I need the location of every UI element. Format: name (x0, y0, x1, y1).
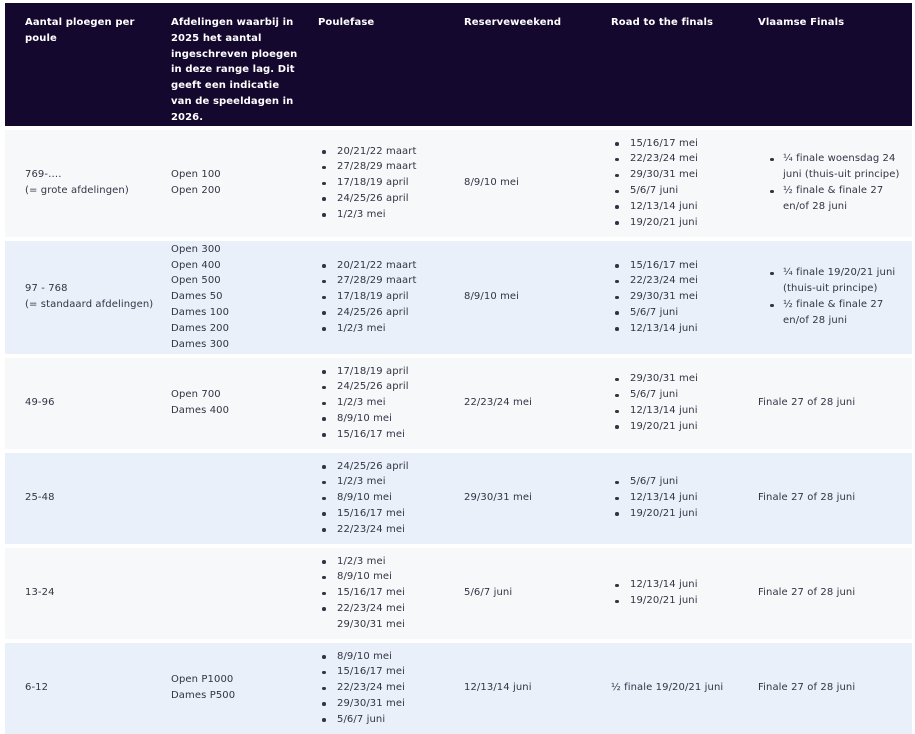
poule-cell (310, 453, 456, 544)
list-item: 5/6/7 juni (611, 387, 742, 403)
list-item: 8/9/10 mei (318, 569, 448, 585)
list-item: 1/2/3 mei (318, 321, 448, 337)
list-item: 8/9/10 mei (318, 490, 448, 506)
road-list (611, 474, 742, 521)
division: Open 700 (171, 389, 221, 401)
list-item: 17/18/19 april (318, 289, 448, 305)
list-item: 24/25/26 april (318, 379, 448, 395)
divisions-cell (163, 241, 310, 354)
range-value: 97 - 768 (25, 283, 68, 295)
list-item: 12/13/14 juni (611, 321, 742, 337)
list-item: 17/18/19 april (318, 364, 448, 380)
list-item: 19/20/21 juni (611, 419, 742, 435)
finals-cell: Finale 27 of 28 juni (750, 358, 912, 449)
poule-list (318, 144, 448, 223)
list-item: 24/25/26 april (318, 305, 448, 321)
poule-list (318, 258, 448, 337)
list-item: 5/6/7 juni (611, 183, 742, 199)
list-item: 5/6/7 juni (611, 474, 742, 490)
range-cell (5, 358, 163, 449)
range-value: 6-12 (25, 682, 49, 694)
list-item: 19/20/21 juni (611, 506, 742, 522)
division: Open 200 (171, 185, 221, 197)
road-list (611, 136, 742, 231)
reserve-cell: 8/9/10 mei (456, 241, 603, 354)
list-item: 24/25/26 april (318, 459, 448, 475)
divisions-cell (163, 548, 310, 639)
list-item: 12/13/14 juni (611, 490, 742, 506)
reserve-cell: 8/9/10 mei (456, 130, 603, 237)
list-item: 12/13/14 juni (611, 199, 742, 215)
division: Open P1000 (171, 674, 234, 686)
table-row (5, 548, 912, 639)
finals-list (758, 265, 904, 328)
road-cell (603, 130, 750, 237)
list-item: 5/6/7 juni (318, 712, 448, 728)
road-list (611, 258, 742, 337)
poule-list (318, 364, 448, 443)
road-cell (603, 241, 750, 354)
division: Open 300 (171, 243, 221, 255)
header-teams-per-poule: Aantal ploegen per poule (5, 3, 163, 126)
list-item: 20/21/22 maart (318, 144, 448, 160)
division: Dames 50 (171, 291, 223, 303)
list-item: 20/21/22 maart (318, 258, 448, 274)
list-item: 29/30/31 mei (318, 696, 448, 712)
range-cell (5, 130, 163, 237)
list-item: 15/16/17 mei (318, 664, 448, 680)
list-item: 29/30/31 mei (611, 167, 742, 183)
reserve-cell: 22/23/24 mei (456, 358, 603, 449)
road-cell: ½ finale 19/20/21 juni (603, 643, 750, 734)
list-item: 5/6/7 juni (611, 305, 742, 321)
divisions-cell (163, 130, 310, 237)
list-item: 19/20/21 juni (611, 593, 742, 609)
finals-cell (750, 241, 912, 354)
reserve-cell: 5/6/7 juni (456, 548, 603, 639)
list-item: 15/16/17 mei (611, 258, 742, 274)
list-item: 12/13/14 juni (611, 403, 742, 419)
list-item: 27/28/29 maart (318, 159, 448, 175)
header-row (5, 3, 912, 126)
list-item: 8/9/10 mei (318, 649, 448, 665)
table-row (5, 241, 912, 354)
road-cell (603, 548, 750, 639)
reserve-cell: 29/30/31 mei (456, 453, 603, 544)
list-item: 1/2/3 mei (318, 207, 448, 223)
list-item: 22/23/24 mei (318, 522, 448, 538)
poule-cell (310, 130, 456, 237)
range-cell (5, 643, 163, 734)
road-cell (603, 358, 750, 449)
divisions-cell (163, 643, 310, 734)
range-value: 13-24 (25, 587, 55, 599)
header-divisions: Afdelingen waarbij in 2025 het aantal ingeschreven ploegen in deze range lag. Dit geeft een indicatie van de speeldagen in 2026. (163, 3, 310, 126)
poule-list (318, 554, 448, 633)
list-item: 15/16/17 mei (318, 427, 448, 443)
list-item: 19/20/21 juni (611, 215, 742, 231)
list-item: 22/23/24 mei (611, 273, 742, 289)
list-item: 22/23/24 mei (611, 151, 742, 167)
list-item: 12/13/14 juni (611, 577, 742, 593)
finals-list (758, 151, 904, 214)
range-value: 25-48 (25, 492, 55, 504)
list-item-continuation: 29/30/31 mei (337, 618, 405, 630)
divisions-cell (163, 358, 310, 449)
divisions-cell (163, 453, 310, 544)
poule-cell (310, 241, 456, 354)
poule-cell (310, 548, 456, 639)
list-item: 15/16/17 mei (318, 506, 448, 522)
header-poulefase: Poulefase (310, 3, 456, 126)
list-item: 1/2/3 mei (318, 474, 448, 490)
finals-cell: Finale 27 of 28 juni (750, 453, 912, 544)
division: Open 100 (171, 169, 221, 181)
poule-cell (310, 643, 456, 734)
header-road-to-finals: Road to the finals (603, 3, 750, 126)
list-item: 17/18/19 april (318, 175, 448, 191)
list-item: 22/23/24 mei (318, 601, 448, 617)
list-item: 22/23/24 mei (318, 680, 448, 696)
list-item: ½ finale & finale 27 en/of 28 juni (758, 183, 904, 215)
table-row (5, 358, 912, 449)
list-item: 29/30/31 mei (611, 289, 742, 305)
header-vlaamse-finals: Vlaamse Finals (750, 3, 912, 126)
division: Dames P500 (171, 690, 236, 702)
road-list (611, 577, 742, 609)
list-item: 1/2/3 mei (318, 395, 448, 411)
table-row (5, 130, 912, 237)
road-cell (603, 453, 750, 544)
poule-list (318, 649, 448, 728)
list-item: 15/16/17 mei (611, 136, 742, 152)
list-item: ½ finale & finale 27 en/of 28 juni (758, 297, 904, 329)
header-reserveweekend: Reserveweekend (456, 3, 603, 126)
range-value: 49-96 (25, 397, 55, 409)
schedule-table (5, 3, 912, 734)
finals-cell (750, 130, 912, 237)
division: Open 500 (171, 275, 221, 287)
range-value: 769-…. (25, 169, 62, 181)
range-cell (5, 241, 163, 354)
division: Dames 300 (171, 338, 230, 350)
range-cell (5, 453, 163, 544)
finals-cell: Finale 27 of 28 juni (750, 548, 912, 639)
poule-list (318, 459, 448, 538)
range-note: (= grote afdelingen) (25, 185, 129, 197)
table-row (5, 453, 912, 544)
reserve-cell: 12/13/14 juni (456, 643, 603, 734)
list-item: 29/30/31 mei (611, 371, 742, 387)
division: Dames 100 (171, 306, 230, 318)
poule-cell (310, 358, 456, 449)
list-item: ¼ finale 19/20/21 juni (thuis-uit principe) (758, 265, 904, 297)
road-list (611, 371, 742, 434)
finals-cell: Finale 27 of 28 juni (750, 643, 912, 734)
list-item: 15/16/17 mei (318, 585, 448, 601)
division: Dames 400 (171, 405, 230, 417)
list-item: 24/25/26 april (318, 191, 448, 207)
table-row (5, 643, 912, 734)
list-item: 27/28/29 maart (318, 273, 448, 289)
list-item: ¼ finale woensdag 24 juni (thuis-uit principe) (758, 151, 904, 183)
division: Dames 200 (171, 322, 230, 334)
range-note: (= standaard afdelingen) (25, 299, 154, 311)
range-cell (5, 548, 163, 639)
list-item: 8/9/10 mei (318, 411, 448, 427)
list-item: 1/2/3 mei (318, 554, 448, 570)
division: Open 400 (171, 259, 221, 271)
